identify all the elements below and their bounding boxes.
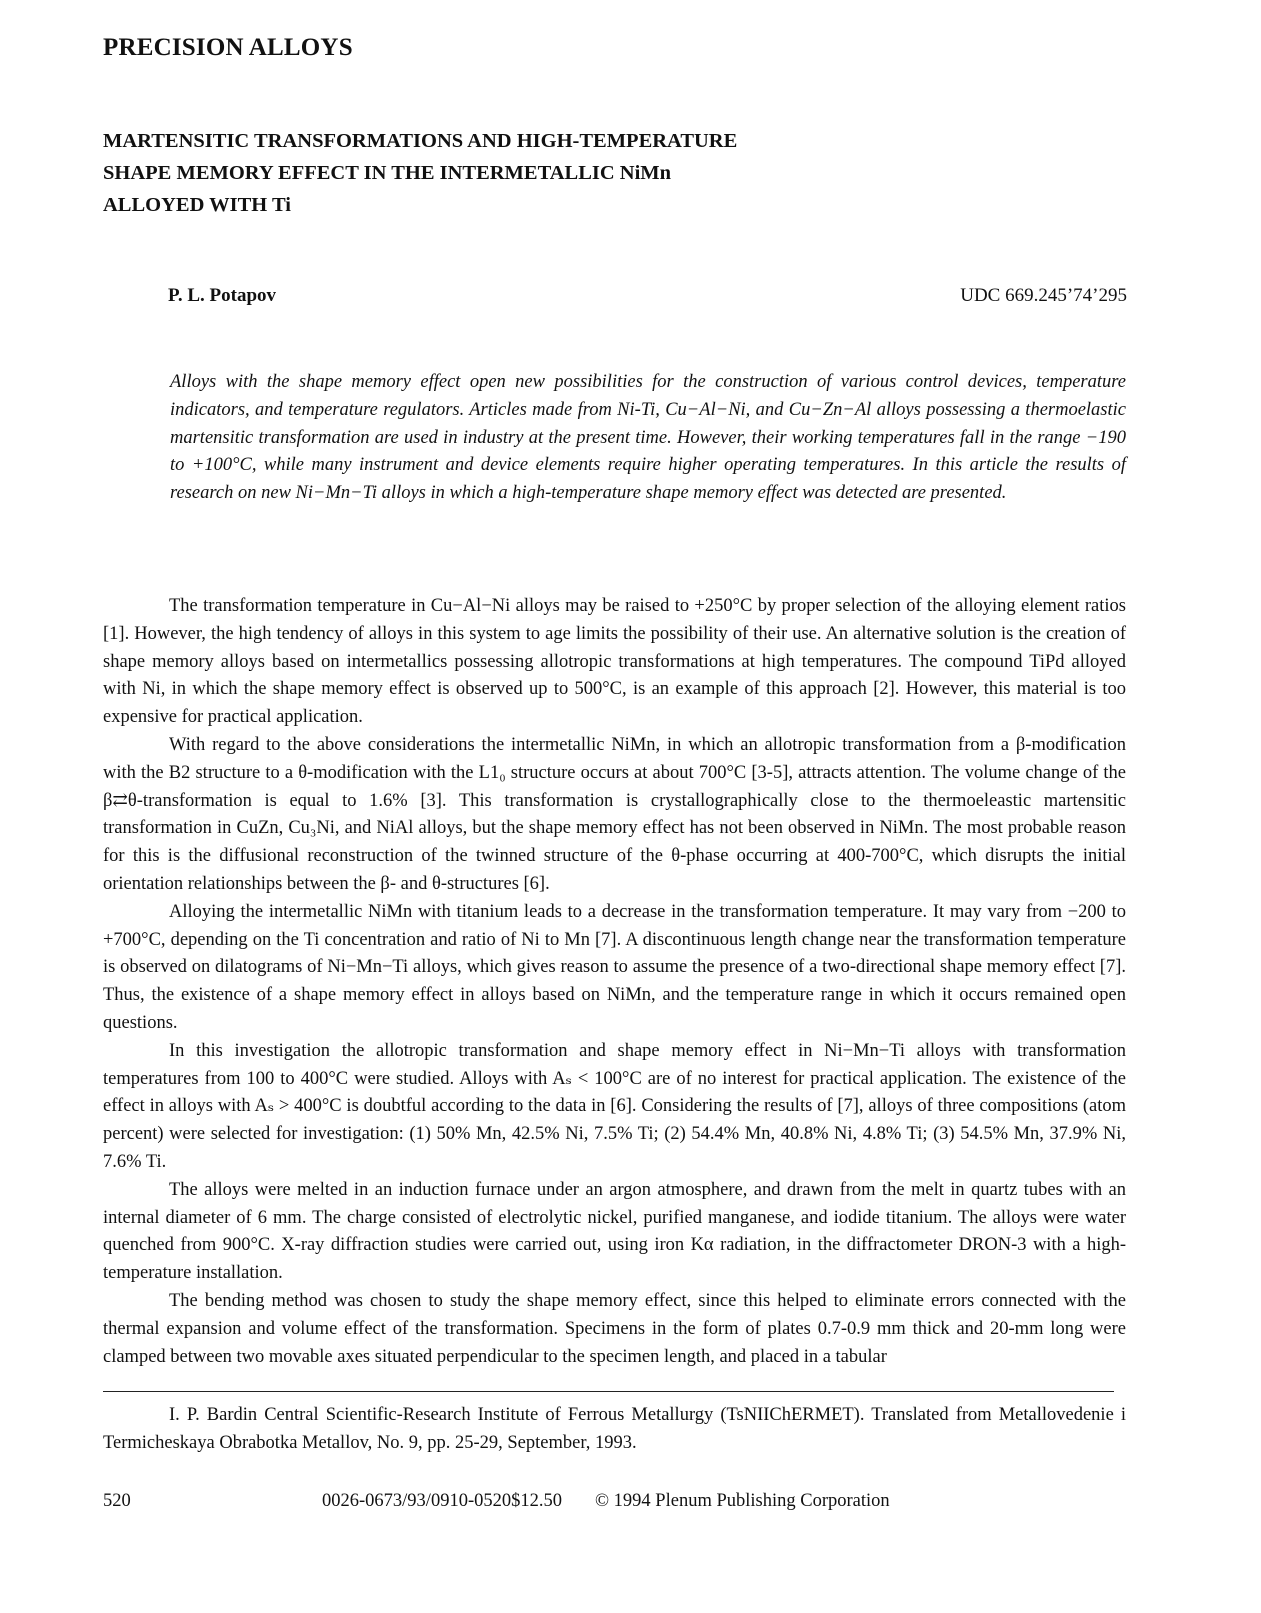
article-body: [103, 593, 1126, 1371]
body-paragraph-1: The transformation temperature in Cu−Al−Ni alloys may be raised to +250°C by proper selection of the alloying element ratios [1]. However, the high tendency of alloys in this system to age limits the possibility of their use. An alternative solution is the creation of shape memory alloys based on intermetallics possessing allotropic transformations at high temperatures. The compound TiPd alloyed with Ni, in which the shape memory effect is observed up to 500°C, is an example of this approach [2]. However, this material is too expensive for practical application.: [103, 596, 1126, 728]
body-paragraph-3: Alloying the intermetallic NiMn with titanium leads to a decrease in the transformation temperature. It may vary from −200 to +700°C, depending on the Ti concentration and ratio of Ni to Mn [7]. A discontinuous length change near the transformation temperature is observed on dilatograms of Ni−Mn−Ti alloys, which gives reason to assume the presence of a two-directional shape memory effect [7]. Thus, the existence of a shape memory effect in alloys based on NiMn, and the temperature range in which it occurs remained open questions.: [103, 901, 1126, 1033]
article-code: 0026-0673/93/0910-0520$12.50: [322, 1491, 562, 1511]
article-title: [103, 125, 863, 221]
section-heading: PRECISION ALLOYS: [103, 34, 353, 61]
udc-code: UDC 669.245’74’295: [960, 285, 1127, 306]
title-line-3: ALLOYED WITH Ti: [103, 194, 291, 216]
body-paragraph-5: The alloys were melted in an induction furnace under an argon atmosphere, and drawn from the melt in quartz tubes with an internal diameter of 6 mm. The charge consisted of electrolytic nickel, purified manganese, and iodide titanium. The alloys were water quenched from 900°C. X-ray diffraction studies were carried out, using iron Kα radiation, in the diffractometer DRON-3 with a high-temperature installation.: [103, 1179, 1126, 1284]
page-number: 520: [103, 1491, 131, 1511]
body-paragraph-6: The bending method was chosen to study the shape memory effect, since this helped to eliminate errors connected with the thermal expansion and volume effect of the transformation. Specimens in the form of plates 0.7-0.9 mm thick and 20-mm long were clamped between two movable axes situated perpendicular to the specimen length, and placed in a tabular: [103, 1290, 1126, 1367]
body-paragraph-4: In this investigation the allotropic transformation and shape memory effect in Ni−Mn−Ti alloys with transformation temperatures from 100 to 400°C were studied. Alloys with Aₛ < 100°C are of no interest for practical application. The existence of the effect in alloys with Aₛ > 400°C is doubtful according to the data in [6]. Considering the results of [7], alloys of three compositions (atom percent) were selected for investigation: (1) 50% Mn, 42.5% Ni, 7.5% Ti; (2) 54.4% Mn, 40.8% Ni, 4.8% Ti; (3) 54.5% Mn, 37.9% Ni, 7.6% Ti.: [103, 1040, 1126, 1172]
copyright-notice: © 1994 Plenum Publishing Corporation: [595, 1491, 890, 1511]
title-line-2: SHAPE MEMORY EFFECT IN THE INTERMETALLIC NiMn: [103, 162, 672, 184]
title-line-1: MARTENSITIC TRANSFORMATIONS AND HIGH-TEMPERATURE: [103, 130, 738, 152]
author: P. L. Potapov: [168, 285, 277, 306]
abstract: Alloys with the shape memory effect open new possibilities for the construction of various control devices, temperature indicators, and temperature regulators. Articles made from Ni-Ti, Cu−Al−Ni, and Cu−Zn−Al alloys possessing a thermoelastic martensitic transformation are used in industry at the present time. However, their working temperatures fall in the range −190 to +100°C, while many instrument and device elements require higher operating temperatures. In this article the results of research on new Ni−Mn−Ti alloys in which a high-temperature shape memory effect was detected are presented.: [170, 372, 1126, 504]
body-paragraph-2: With regard to the above considerations the intermetallic NiMn, in which an allotropic transformation from a β-modification with the B2 structure to a θ-modification with the L1₀ structure occurs at about 700°C [3-5], attracts attention. The volume change of the β⇄θ-transformation is equal to 1.6% [3]. This transformation is crystallographically close to the thermoeleastic martensitic transformation in CuZn, Cu₃Ni, and NiAl alloys, but the shape memory effect has not been observed in NiMn. The most probable reason for this is the diffusional reconstruction of the twinned structure of the θ-phase occurring at 400-700°C, which disrupts the initial orientation relationships between the β- and θ-structures [6].: [103, 734, 1126, 894]
footnote-divider: [103, 1391, 1114, 1392]
footnote: I. P. Bardin Central Scientific-Research Institute of Ferrous Metallurgy (TsNIIChERMET). Translated from Metallovedenie i Termicheskaya Obrabotka Metallov, No. 9, pp. 25-29, September, 1993.: [103, 1405, 1126, 1453]
